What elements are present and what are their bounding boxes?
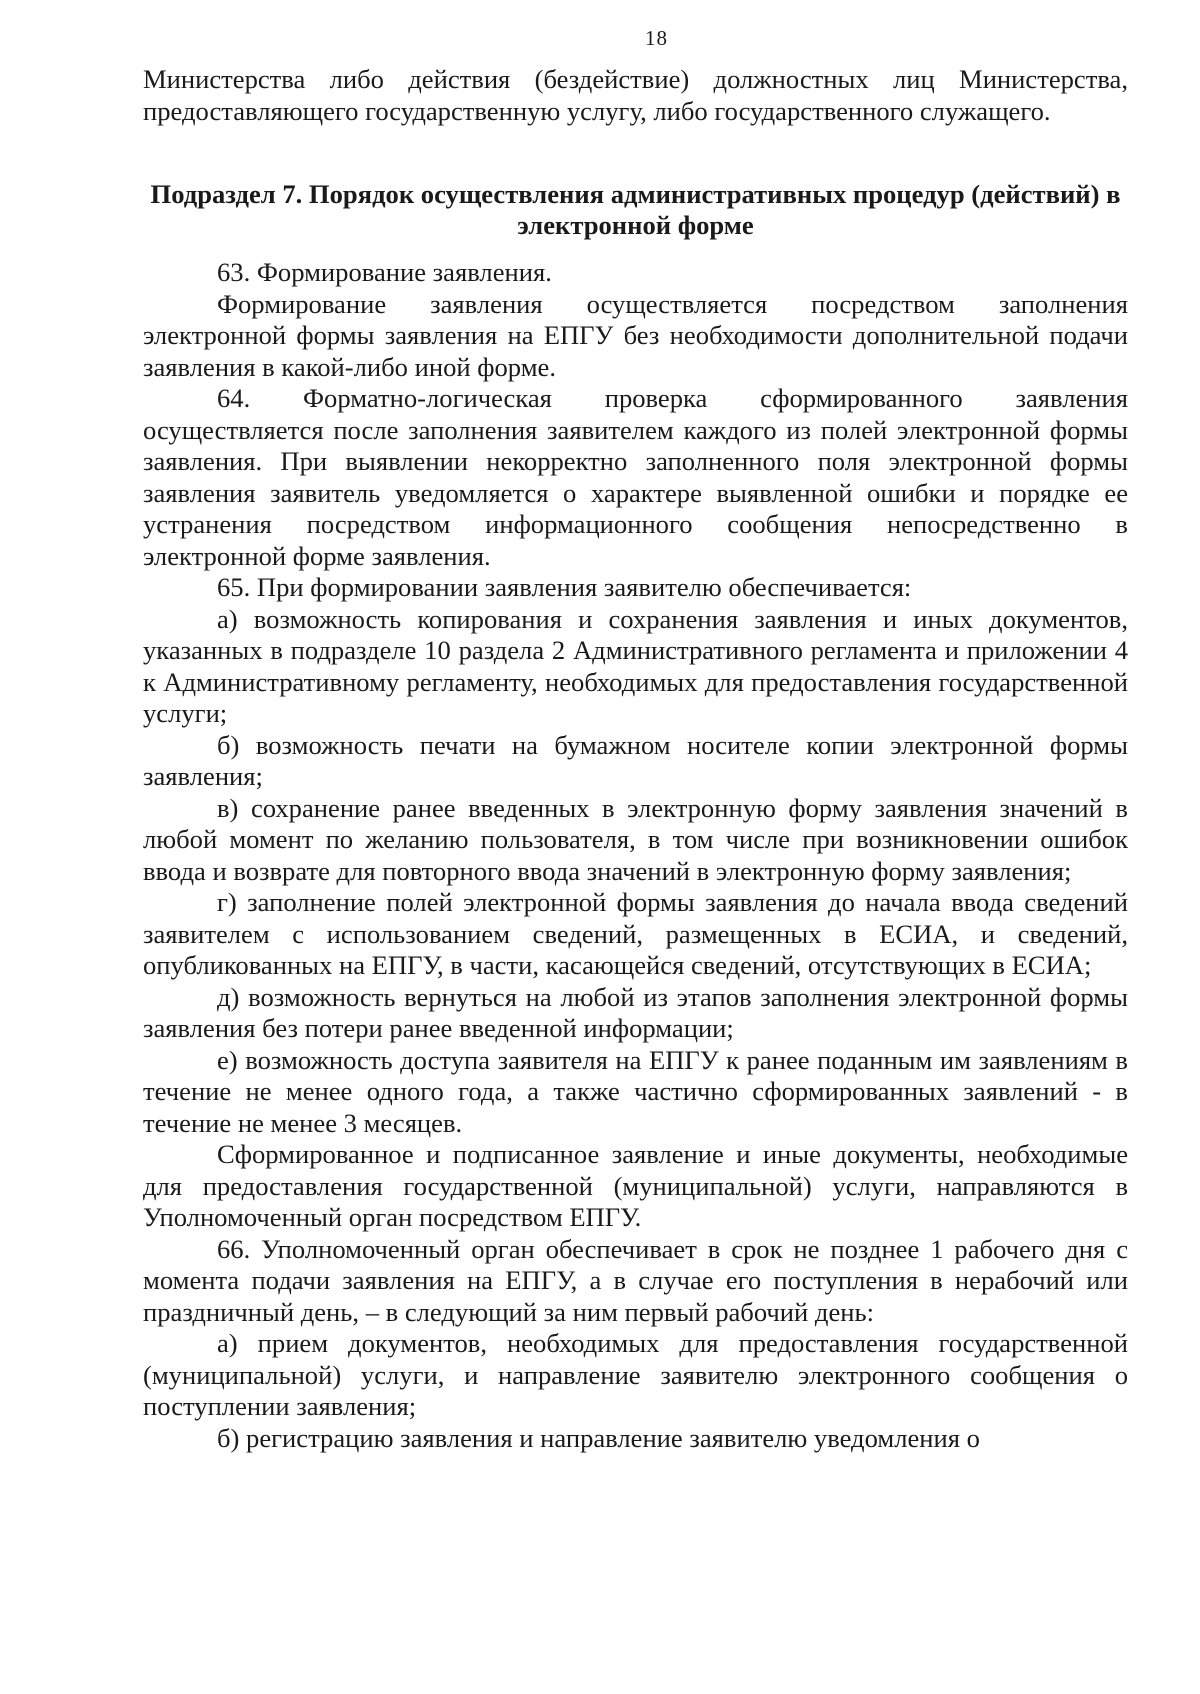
paragraph-66-b: б) регистрацию заявления и направление заявителю уведомления о: [217, 1422, 980, 1453]
subsection-heading: Подраздел 7. Порядок осуществления административных процедур (действий) в электронной форме: [150, 179, 1121, 240]
paragraph-65-g: г) заполнение полей электронной формы заявления до начала ввода сведений заявителем с использованием сведений, размещенных в ЕСИА, и сведений, опубликованных на ЕПГУ, в части, касающейся сведений, отсутствующих в ЕСИА;: [143, 887, 1128, 980]
paragraph-65: 65. При формировании заявления заявителю обеспечивается:: [217, 572, 912, 602]
paragraph-66-a: а) прием документов, необходимых для предоставления государственной (муниципальной) услуги, и направление заявителю электронного сообщения о поступлении заявления;: [143, 1328, 1128, 1421]
paragraph-63: 63. Формирование заявления.: [217, 257, 552, 287]
paragraph-66: 66. Уполномоченный орган обеспечивает в срок не позднее 1 рабочего дня с момента подачи заявления на ЕПГУ, а в случае его поступления в нерабочий или праздничный день, – в следующий за ним первый рабочий день:: [143, 1233, 1128, 1327]
paragraph-65-a: а) возможность копирования и сохранения заявления и иных документов, указанных в подразделе 10 раздела 2 Административного регламента и приложении 4 к Административному регламенту, необходимых для предоставления государственной услуги;: [143, 603, 1128, 728]
paragraph-continuation: Министерства либо действия (бездействие) должностных лиц Министерства, предоставляющего государственную услугу, либо государственного служащего.: [143, 64, 1128, 126]
paragraph-65-b: б) возможность печати на бумажном носителе копии электронной формы заявления;: [143, 729, 1128, 791]
document-body: [143, 64, 1128, 1454]
paragraph-65-v: в) сохранение ранее введенных в электронную форму заявления значений в любой момент по желанию пользователя, в том числе при возникновении ошибок ввода и возврате для повторного ввода значений в электронную форму заявления;: [143, 792, 1128, 886]
paragraph-submission: Сформированное и подписанное заявление и иные документы, необходимые для предоставления государственной (муниципальной) услуги, направляются в Уполномоченный орган посредством ЕПГУ.: [143, 1139, 1128, 1232]
paragraph-65-e: е) возможность доступа заявителя на ЕПГУ к ранее поданным им заявлениям в течение не менее одного года, а также частично сформированных заявлений - в течение не менее 3 месяцев.: [143, 1044, 1128, 1138]
paragraph-63-body: Формирование заявления осуществляется посредством заполнения электронной формы заявления на ЕПГУ без необходимости дополнительной подачи заявления в какой-либо иной форме.: [143, 288, 1128, 382]
page-number: 18: [645, 26, 668, 50]
paragraph-64: 64. Форматно-логическая проверка сформированного заявления осуществляется после заполнения заявителем каждого из полей электронной формы заявления. При выявлении некорректно заполненного поля электронной формы заявления заявитель уведомляется о характере выявленной ошибки и порядке ее устранения посредством информационного сообщения непосредственно в электронной форме заявления.: [143, 383, 1128, 571]
paragraph-65-d: д) возможность вернуться на любой из этапов заполнения электронной формы заявления без потери ранее введенной информации;: [143, 981, 1128, 1043]
